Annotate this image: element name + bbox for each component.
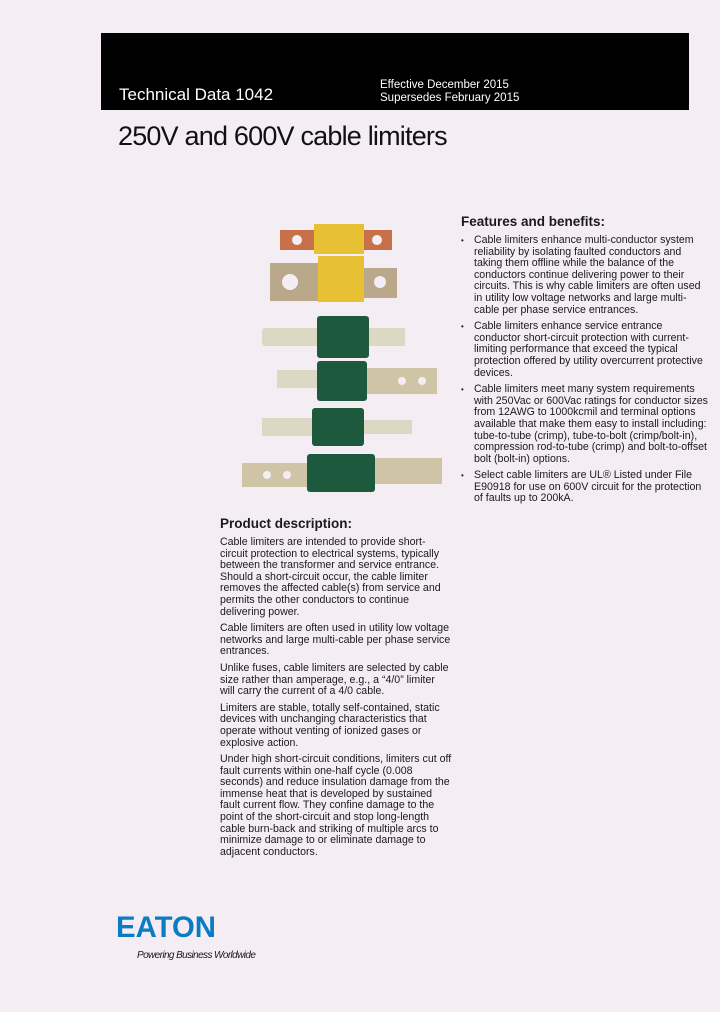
list-item: • Cable limiters enhance multi-conductor system reliability by isolating faulted conductors and taking them offline while the balance of the conductors continue delivering power to their circuits. This is why cable limiters are often used in utility low voltage networks and large multi-cable per phase service entrances.	[461, 235, 711, 316]
logo-text: EATON	[116, 911, 216, 945]
product-photo	[262, 218, 452, 503]
features-section	[461, 214, 711, 510]
limiter-green-4	[242, 454, 442, 492]
doc-id: Technical Data 1042	[119, 85, 274, 104]
tagline: Powering Business Worldwide	[137, 950, 256, 961]
limiter-tinned	[270, 256, 397, 302]
paragraph: Under high short-circuit conditions, limiters cut off fault currents within one-half cycle (0.008 seconds) and reduce insulation damage from the immense heat that is developed by sustained fault current flow. They confine damage to the point of the short-circuit and stop long-length cable burn-back and striking of multiple arcs to minimize damage to or eliminate damage to adjacent conductors.	[220, 753, 452, 858]
list-item: • Cable limiters meet many system requirements with 250Vac or 600Vac ratings for conductor sizes from 12AWG to 1000kcmil and terminal options available that make them easy to install including: tube-to-tube (crimp), tube-to-bolt (crimp/bolt-in), compression rod-to-tube (crimp) and bolt-to-offset bolt (bolt-in) options.	[461, 384, 711, 465]
limiter-green-3	[262, 408, 412, 446]
effective-date: Effective December 2015	[380, 79, 509, 91]
list-item: • Select cable limiters are UL® Listed under File E90918 for use on 600V circuit for the protection of faults up to 200kA.	[461, 470, 711, 505]
features-heading: Features and benefits:	[461, 214, 606, 229]
doc-dates	[380, 79, 519, 104]
limiter-green-1	[262, 316, 405, 358]
header-bar	[101, 33, 689, 110]
supersedes-date: Supersedes February 2015	[380, 91, 520, 104]
paragraph: Unlike fuses, cable limiters are selected by cable size rather than amperage, e.g., a “4/0” limiter will carry the current of a 4/0 cable.	[220, 661, 449, 698]
page-title: 250V and 600V cable limiters	[118, 121, 447, 151]
features-list	[461, 235, 711, 505]
description-heading: Product description:	[220, 516, 353, 531]
paragraph: Cable limiters are often used in utility low voltage networks and large multi-cable per phase service entrances.	[220, 622, 451, 658]
paragraph: Limiters are stable, totally self-contained, static devices with unchanging characteristics that operate without venting of ionized gases or explosive action.	[220, 701, 440, 749]
list-item: • Cable limiters enhance service entrance conductor short-circuit protection with current-limiting performance that exceed the typical protection offered by utility overcurrent protective devices.	[461, 321, 711, 379]
limiter-copper	[280, 224, 392, 254]
limiter-green-2	[277, 361, 437, 401]
description-section	[220, 516, 452, 863]
eaton-logo	[116, 911, 216, 945]
paragraph: Cable limiters are intended to provide short-circuit protection to electrical systems, typically between the transformer and service entrance. Should a short-circuit occur, the cable limiter removes the affected cable(s) from service and permits the other conductors to continue delivering power.	[220, 536, 441, 618]
